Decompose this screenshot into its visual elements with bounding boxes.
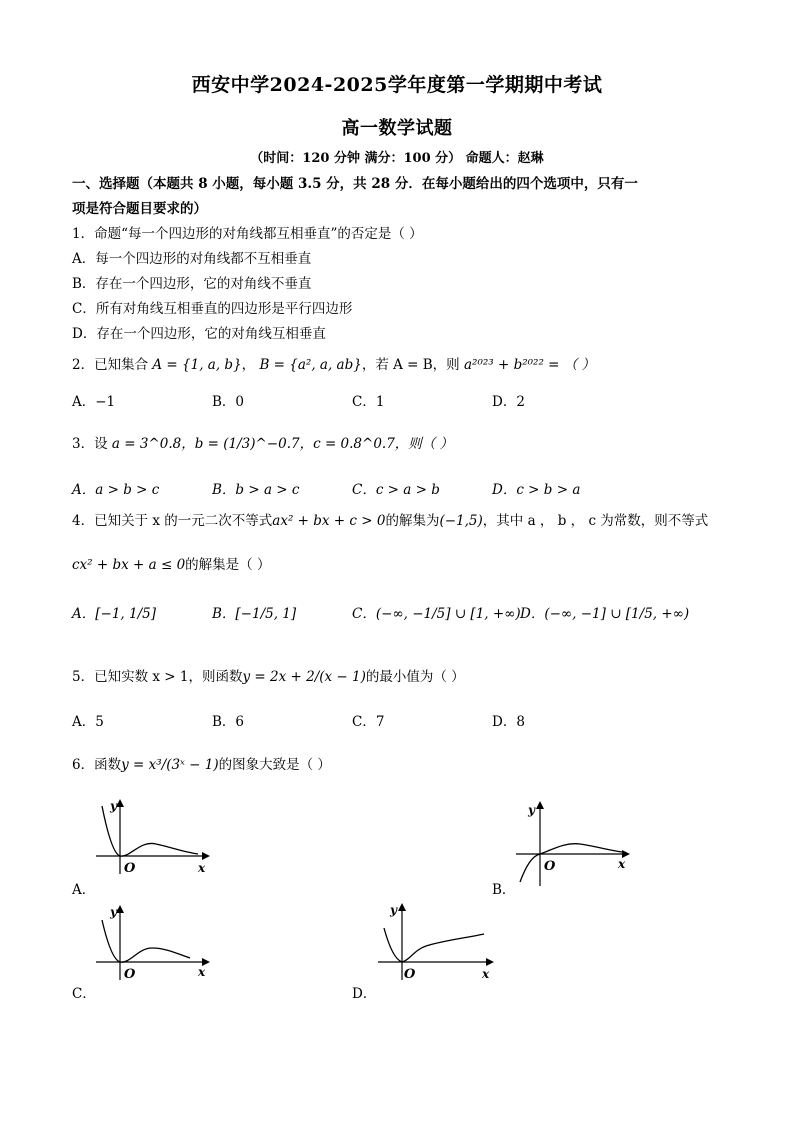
q5-function: y = 2x + 2/(x − 1)	[242, 669, 366, 685]
q2-option-a: A．−1	[72, 394, 116, 410]
q3-option-a: A．a > b > c	[72, 482, 160, 498]
q2-stem: 2．已知集合 A = {1, a, b}， B = {a², a, ab}，若 A = B，则 a²⁰²³ + b²⁰²² = （ ）	[72, 357, 596, 373]
q4-interval: (−1,5)	[439, 513, 483, 529]
section-heading-line2: 项是符合题目要求的）	[72, 201, 207, 217]
graph-a-label: A．	[72, 882, 96, 898]
q2-option-b: B．0	[212, 394, 245, 410]
graph-a-origin: O	[124, 861, 136, 876]
q4-option-c: C．(−∞, −1/5] ∪ [1, +∞)	[352, 606, 521, 622]
q4-inequality-1: ax² + bx + c > 0	[272, 513, 386, 529]
q5-stem	[72, 665, 465, 685]
q2-cond: ，若 A = B，则	[361, 357, 460, 373]
q4-inequality-2: cx² + bx + a ≤ 0	[72, 557, 186, 573]
q2-set-b: B = {a², a, ab}	[259, 357, 362, 373]
graph-d-x-label: x	[482, 967, 490, 981]
q6-text-a: 6．函数	[72, 757, 122, 773]
graph-c-origin: O	[124, 967, 136, 982]
graph-a-y-label: y	[110, 799, 117, 813]
q1-option-a: A．每一个四边形的对角线都不互相垂直	[72, 251, 312, 267]
graph-b-origin: O	[544, 859, 556, 874]
graph-d-y-label: y	[390, 903, 397, 917]
graph-option-a	[92, 796, 212, 876]
q3-option-c: C．c > a > b	[352, 482, 440, 498]
graph-d-origin: O	[404, 967, 416, 982]
q4-line1	[72, 509, 708, 529]
graph-b-y-label: y	[528, 803, 535, 817]
q2-set-a: A = {1, a, b}	[152, 357, 242, 373]
q4-text-d: 的解集是（ ）	[185, 557, 271, 573]
q6-text-b: 的图象大致是（ ）	[218, 757, 331, 773]
q1-stem: 1．命题“每一个四边形的对角线都互相垂直”的否定是（ ）	[72, 226, 423, 242]
q6-stem	[72, 753, 331, 773]
graph-c-x-label: x	[198, 965, 206, 979]
q4-option-a: A．[−1, 1/5]	[72, 606, 156, 622]
q4-text-c: ，其中 a ， b ， c 为常数，则不等式	[482, 513, 709, 529]
q2-option-d: D．2	[492, 394, 525, 410]
q5-option-c: C．7	[352, 714, 385, 730]
q3-defs: a = 3^0.8，b = (1/3)^−0.7，c = 0.8^0.7，则（ ）	[111, 436, 454, 452]
section-heading-line1: 一、选择题（本题共 8 小题，每小题 3.5 分，共 28 分．在每小题给出的四个选项中，只有一	[72, 176, 638, 192]
exam-title: 西安中学2024-2025学年度第一学期期中考试	[191, 74, 603, 96]
q3-num: 3．设	[72, 436, 108, 452]
graph-a-x-label: x	[198, 861, 206, 875]
q5-text-a: 5．已知实数 x > 1，则函数	[72, 669, 243, 685]
q4-text-b: 的解集为	[385, 513, 440, 529]
q3-option-d: D．c > b > a	[492, 482, 581, 498]
q1-option-b: B．存在一个四边形，它的对角线不垂直	[72, 276, 312, 292]
graph-b-label: B．	[492, 882, 516, 898]
q3-option-b: B．b > a > c	[212, 482, 300, 498]
q5-option-d: D．8	[492, 714, 525, 730]
q5-text-b: 的最小值为（ ）	[365, 669, 465, 685]
graph-b-x-label: x	[618, 857, 626, 871]
graph-option-c	[92, 902, 212, 982]
graph-c-y-label: y	[110, 905, 117, 919]
q2-expr: a²⁰²³ + b²⁰²² = （ ）	[463, 357, 596, 373]
q5-option-b: B．6	[212, 714, 245, 730]
q4-line2	[72, 553, 270, 573]
graph-option-b	[512, 798, 632, 888]
q4-option-b: B．[−1/5, 1]	[212, 606, 297, 622]
graph-c-label: C．	[72, 986, 96, 1002]
q2-option-c: C．1	[352, 394, 385, 410]
exam-subtitle: 高一数学试题	[341, 118, 453, 139]
q4-option-d: D．(−∞, −1] ∪ [1/5, +∞)	[520, 606, 690, 622]
graph-d-label: D．	[352, 986, 377, 1002]
exam-info: （时间：120 分钟 满分：100 分） 命题人：赵琳	[250, 151, 544, 166]
q4-text-a: 4．已知关于 x 的一元二次不等式	[72, 513, 273, 529]
q1-option-c: C．所有对角线互相垂直的四边形是平行四边形	[72, 301, 353, 317]
graph-option-d	[374, 900, 498, 984]
q1-option-d: D．存在一个四边形，它的对角线互相垂直	[72, 326, 326, 342]
q6-function: y = x³/(3ˣ − 1)	[121, 757, 219, 773]
q2-num: 2．已知集合	[72, 357, 149, 373]
q3-stem	[72, 432, 453, 452]
q5-option-a: A．5	[72, 714, 104, 730]
